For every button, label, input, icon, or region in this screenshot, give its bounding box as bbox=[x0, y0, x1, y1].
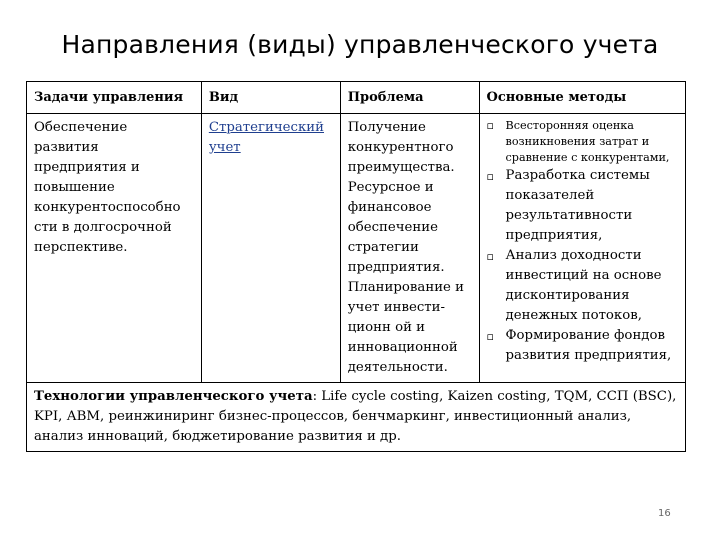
square-bullet-icon: ▫ bbox=[486, 330, 494, 343]
technologies-cell bbox=[27, 383, 686, 452]
method-text: Разработка системы показателей результативности предприятия, bbox=[505, 168, 650, 243]
technologies-label: Технологии управленческого учета bbox=[34, 389, 313, 404]
table-row bbox=[27, 114, 686, 383]
type-link[interactable]: Стратегический учет bbox=[208, 120, 324, 155]
problem-cell bbox=[340, 114, 479, 383]
square-bullet-icon: ▫ bbox=[486, 170, 494, 183]
header-type: Вид bbox=[201, 82, 340, 114]
list-item bbox=[487, 166, 679, 246]
header-tasks: Задачи управления bbox=[27, 82, 202, 114]
header-problem: Проблема bbox=[340, 82, 479, 114]
header-methods: Основные методы bbox=[479, 82, 685, 114]
methods-cell bbox=[479, 114, 685, 383]
method-text: Формирование фондов развития предприятия, bbox=[505, 328, 672, 363]
list-item bbox=[487, 246, 679, 326]
square-bullet-icon: ▫ bbox=[486, 250, 494, 263]
slide-title: Направления (виды) управленческого учета bbox=[61, 30, 659, 59]
page-number: 16 bbox=[658, 508, 671, 519]
management-accounting-table bbox=[26, 81, 686, 452]
task-text: Обеспечение развития предприятия и повышение конкурентоспособно сти в долгосрочной перспективе. bbox=[34, 120, 181, 255]
method-text: Всесторонняя оценка возникновения затрат и сравнение с конкурентами, bbox=[505, 119, 670, 164]
problem-text: Получение конкурентного преимущества. Ресурсное и финансовое обеспечение стратегии предприятия. Планирование и учет инвести-ционн ой и инновационной деятельности. bbox=[347, 120, 465, 375]
task-cell bbox=[27, 114, 202, 383]
list-item bbox=[487, 326, 679, 366]
list-item bbox=[487, 118, 679, 166]
methods-list bbox=[487, 118, 679, 366]
technologies-text: : Life cycle costing, Kaizen costing, TQM, ССП (BSC), KPI, АВМ, реинжиниринг бизнес-процессов, бенчмаркинг, инвестиционный анализ, анализ инноваций, бюджетирование развития и др. bbox=[34, 389, 677, 444]
method-text: Анализ доходности инвестиций на основе дисконтирования денежных потоков, bbox=[505, 248, 662, 323]
square-bullet-icon: ▫ bbox=[486, 119, 494, 132]
technologies-row bbox=[27, 383, 686, 452]
type-cell bbox=[201, 114, 340, 383]
table-header-row bbox=[27, 82, 686, 114]
